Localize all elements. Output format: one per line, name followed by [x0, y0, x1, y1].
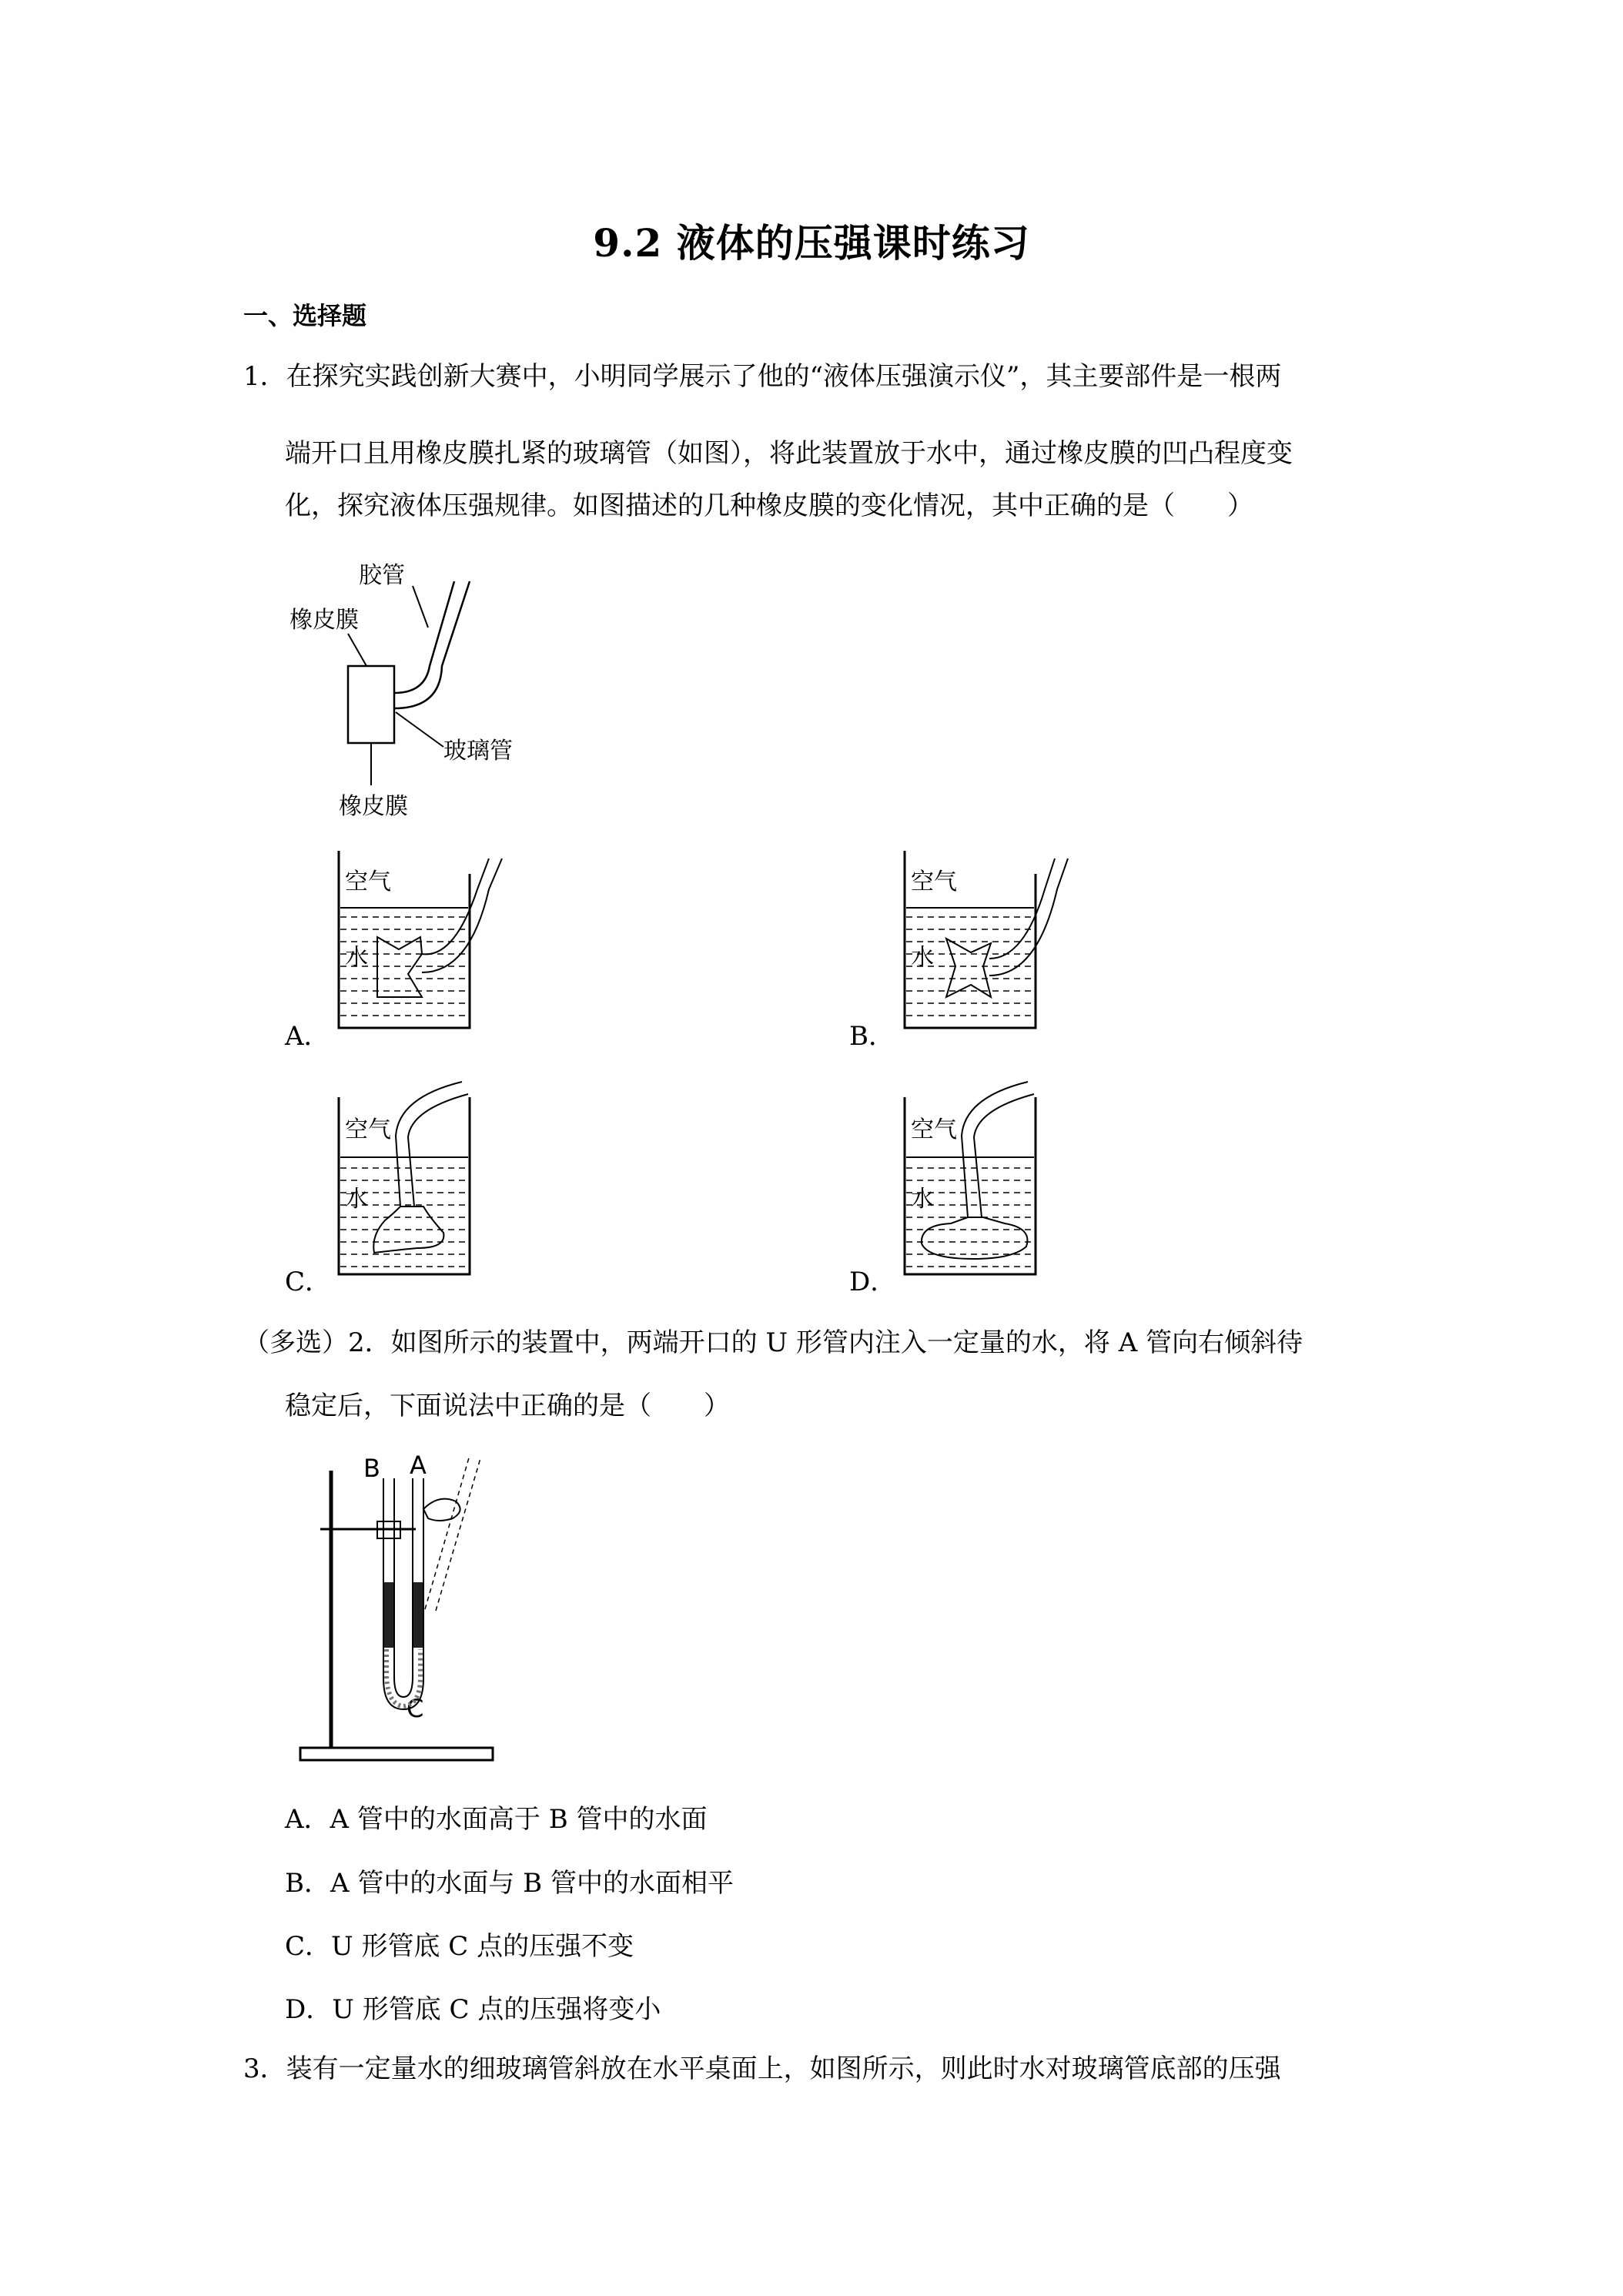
- q2-option-d: D．U 形管底 C 点的压强将变小: [285, 1994, 661, 2025]
- q1-option-c: C．: [285, 1267, 332, 1297]
- beaker-b: [897, 843, 1097, 1036]
- q1-line-2: 端开口且用橡皮膜扎紧的玻璃管（如图），将此装置放于水中，通过橡皮膜的凹凸程度变: [285, 438, 1293, 469]
- beaker-c-air-label: 空气: [345, 1116, 391, 1143]
- beaker-b-air-label: 空气: [911, 869, 957, 895]
- page-title: 9.2 液体的压强课时练习: [593, 220, 1030, 266]
- q1-line-1: 1．在探究实践创新大赛中，小明同学展示了他的“液体压强演示仪”，其主要部件是一根两: [243, 361, 1282, 392]
- q1-option-b: B．: [849, 1021, 895, 1052]
- beaker-a: [331, 843, 531, 1036]
- label-membrane-top: 橡皮膜: [289, 607, 359, 634]
- q2-line-1: （多选）2．如图所示的装置中，两端开口的 U 形管内注入一定量的水，将 A 管向右倾斜待: [243, 1327, 1303, 1358]
- beaker-a-water-label: 水: [345, 944, 368, 971]
- q2-line-2: 稳定后，下面说法中正确的是（ ）: [285, 1391, 730, 1421]
- label-glass-tube: 玻璃管: [443, 738, 513, 765]
- q2-option-b: B．A 管中的水面与 B 管中的水面相平: [285, 1868, 734, 1899]
- q1-option-a: A．: [285, 1021, 330, 1052]
- label-c: C: [407, 1694, 424, 1723]
- beaker-c-water-label: 水: [345, 1186, 368, 1213]
- beaker-c: [331, 1074, 531, 1282]
- q1-option-d: D．: [849, 1267, 897, 1297]
- label-membrane-bottom: 橡皮膜: [339, 793, 408, 820]
- glass-tube-shape: [348, 666, 394, 743]
- beaker-a-air-label: 空气: [345, 869, 391, 895]
- beaker-d: [897, 1074, 1097, 1282]
- beaker-d-water-label: 水: [911, 1186, 934, 1213]
- q2-option-c: C．U 形管底 C 点的压强不变: [285, 1931, 634, 1962]
- q2-option-a: A．A 管中的水面高于 B 管中的水面: [285, 1804, 708, 1835]
- section-heading: 一、选择题: [243, 301, 367, 330]
- label-b: B: [363, 1454, 380, 1483]
- beaker-d-air-label: 空气: [911, 1116, 957, 1143]
- q3-line-1: 3．装有一定量水的细玻璃管斜放在水平桌面上，如图所示，则此时水对玻璃管底部的压强: [243, 2053, 1281, 2084]
- q2-u-tube-figure: [293, 1448, 508, 1771]
- q1-line-3: 化，探究液体压强规律。如图描述的几种橡皮膜的变化情况，其中正确的是（ ）: [285, 490, 1253, 521]
- label-hose: 胶管: [359, 562, 405, 589]
- beaker-b-water-label: 水: [911, 944, 934, 971]
- label-a: A: [410, 1451, 427, 1480]
- q1-device-figure: [277, 551, 554, 820]
